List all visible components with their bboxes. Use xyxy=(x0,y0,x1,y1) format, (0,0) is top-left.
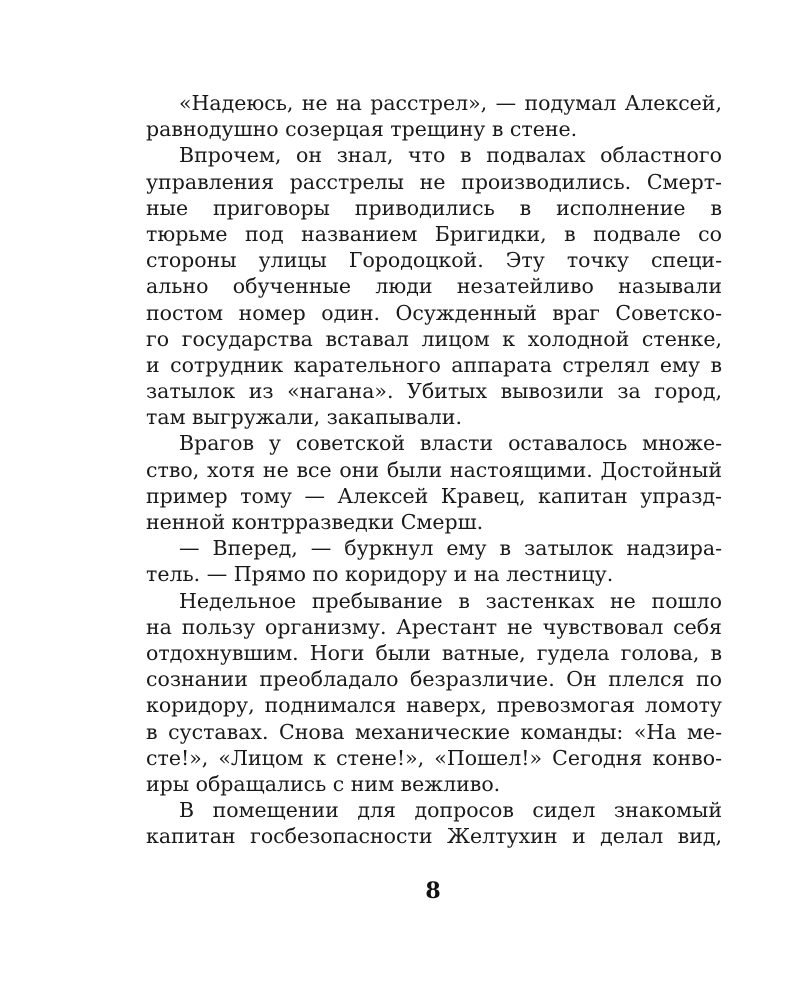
text-line: отдохнувшим. Ноги были ватные, гудела голова, в xyxy=(146,640,722,665)
text-line: в суставах. Снова механические команды: «На ме- xyxy=(146,719,722,744)
text-line: управления расстрелы не производились. Смерт- xyxy=(146,169,722,194)
text-line: тель. — Прямо по коридору и на лестницу. xyxy=(146,562,614,587)
page-number: 8 xyxy=(425,878,441,904)
text-line: тюрьме под названием Бригидки, в подвале со xyxy=(146,221,722,246)
text-line: затылок из «нагана». Убитых вывозили за город, xyxy=(146,379,722,404)
text-line: капитан госбезопасности Желтухин и делал вид, xyxy=(146,824,722,849)
text-line: сте!», «Лицом к стене!», «Пошел!» Сегодня конво- xyxy=(146,745,722,770)
text-line: равнодушно созерцая трещину в стене. xyxy=(146,117,578,142)
text-line: постом номер один. Осужденный враг Советско- xyxy=(146,300,722,325)
text-line: ально обученные люди незатейливо называли xyxy=(146,274,722,299)
text-line: ство, хотя не все они были настоящими. Достойный xyxy=(146,457,722,482)
text-line: стороны улицы Городоцкой. Эту точку специ- xyxy=(146,248,722,273)
text-line: «Надеюсь, не на расстрел», — подумал Алексей, xyxy=(179,91,722,115)
text-line: Впрочем, он знал, что в подвалах областного xyxy=(179,143,722,168)
text-line: В помещении для допросов сидел знакомый xyxy=(179,798,722,823)
text-line: Врагов у советской власти оставалось множе- xyxy=(179,431,722,456)
text-line: сознании преобладало безразличие. Он плелся по xyxy=(146,667,722,692)
text-line: там выгружали, закапывали. xyxy=(146,405,462,430)
text-line: коридору, поднимался наверх, превозмогая ломоту xyxy=(146,693,722,718)
text-line: Недельное пребывание в застенках не пошло xyxy=(179,588,722,613)
text-line: — Вперед, — буркнул ему в затылок надзира- xyxy=(179,536,722,561)
page-text-block xyxy=(146,90,722,849)
text-line: ные приговоры приводились в исполнение в xyxy=(146,195,722,220)
text-line: иры обращались с ним вежливо. xyxy=(146,771,501,796)
text-line: на пользу организму. Арестант не чувствовал себя xyxy=(146,614,722,639)
text-line: пример тому — Алексей Кравец, капитан упразд- xyxy=(146,483,722,508)
text-line: го государства вставал лицом к холодной стенке, xyxy=(146,326,722,351)
text-line: и сотрудник карательного аппарата стрелял ему в xyxy=(146,352,722,377)
text-line: ненной контрразведки Смерш. xyxy=(146,510,484,534)
